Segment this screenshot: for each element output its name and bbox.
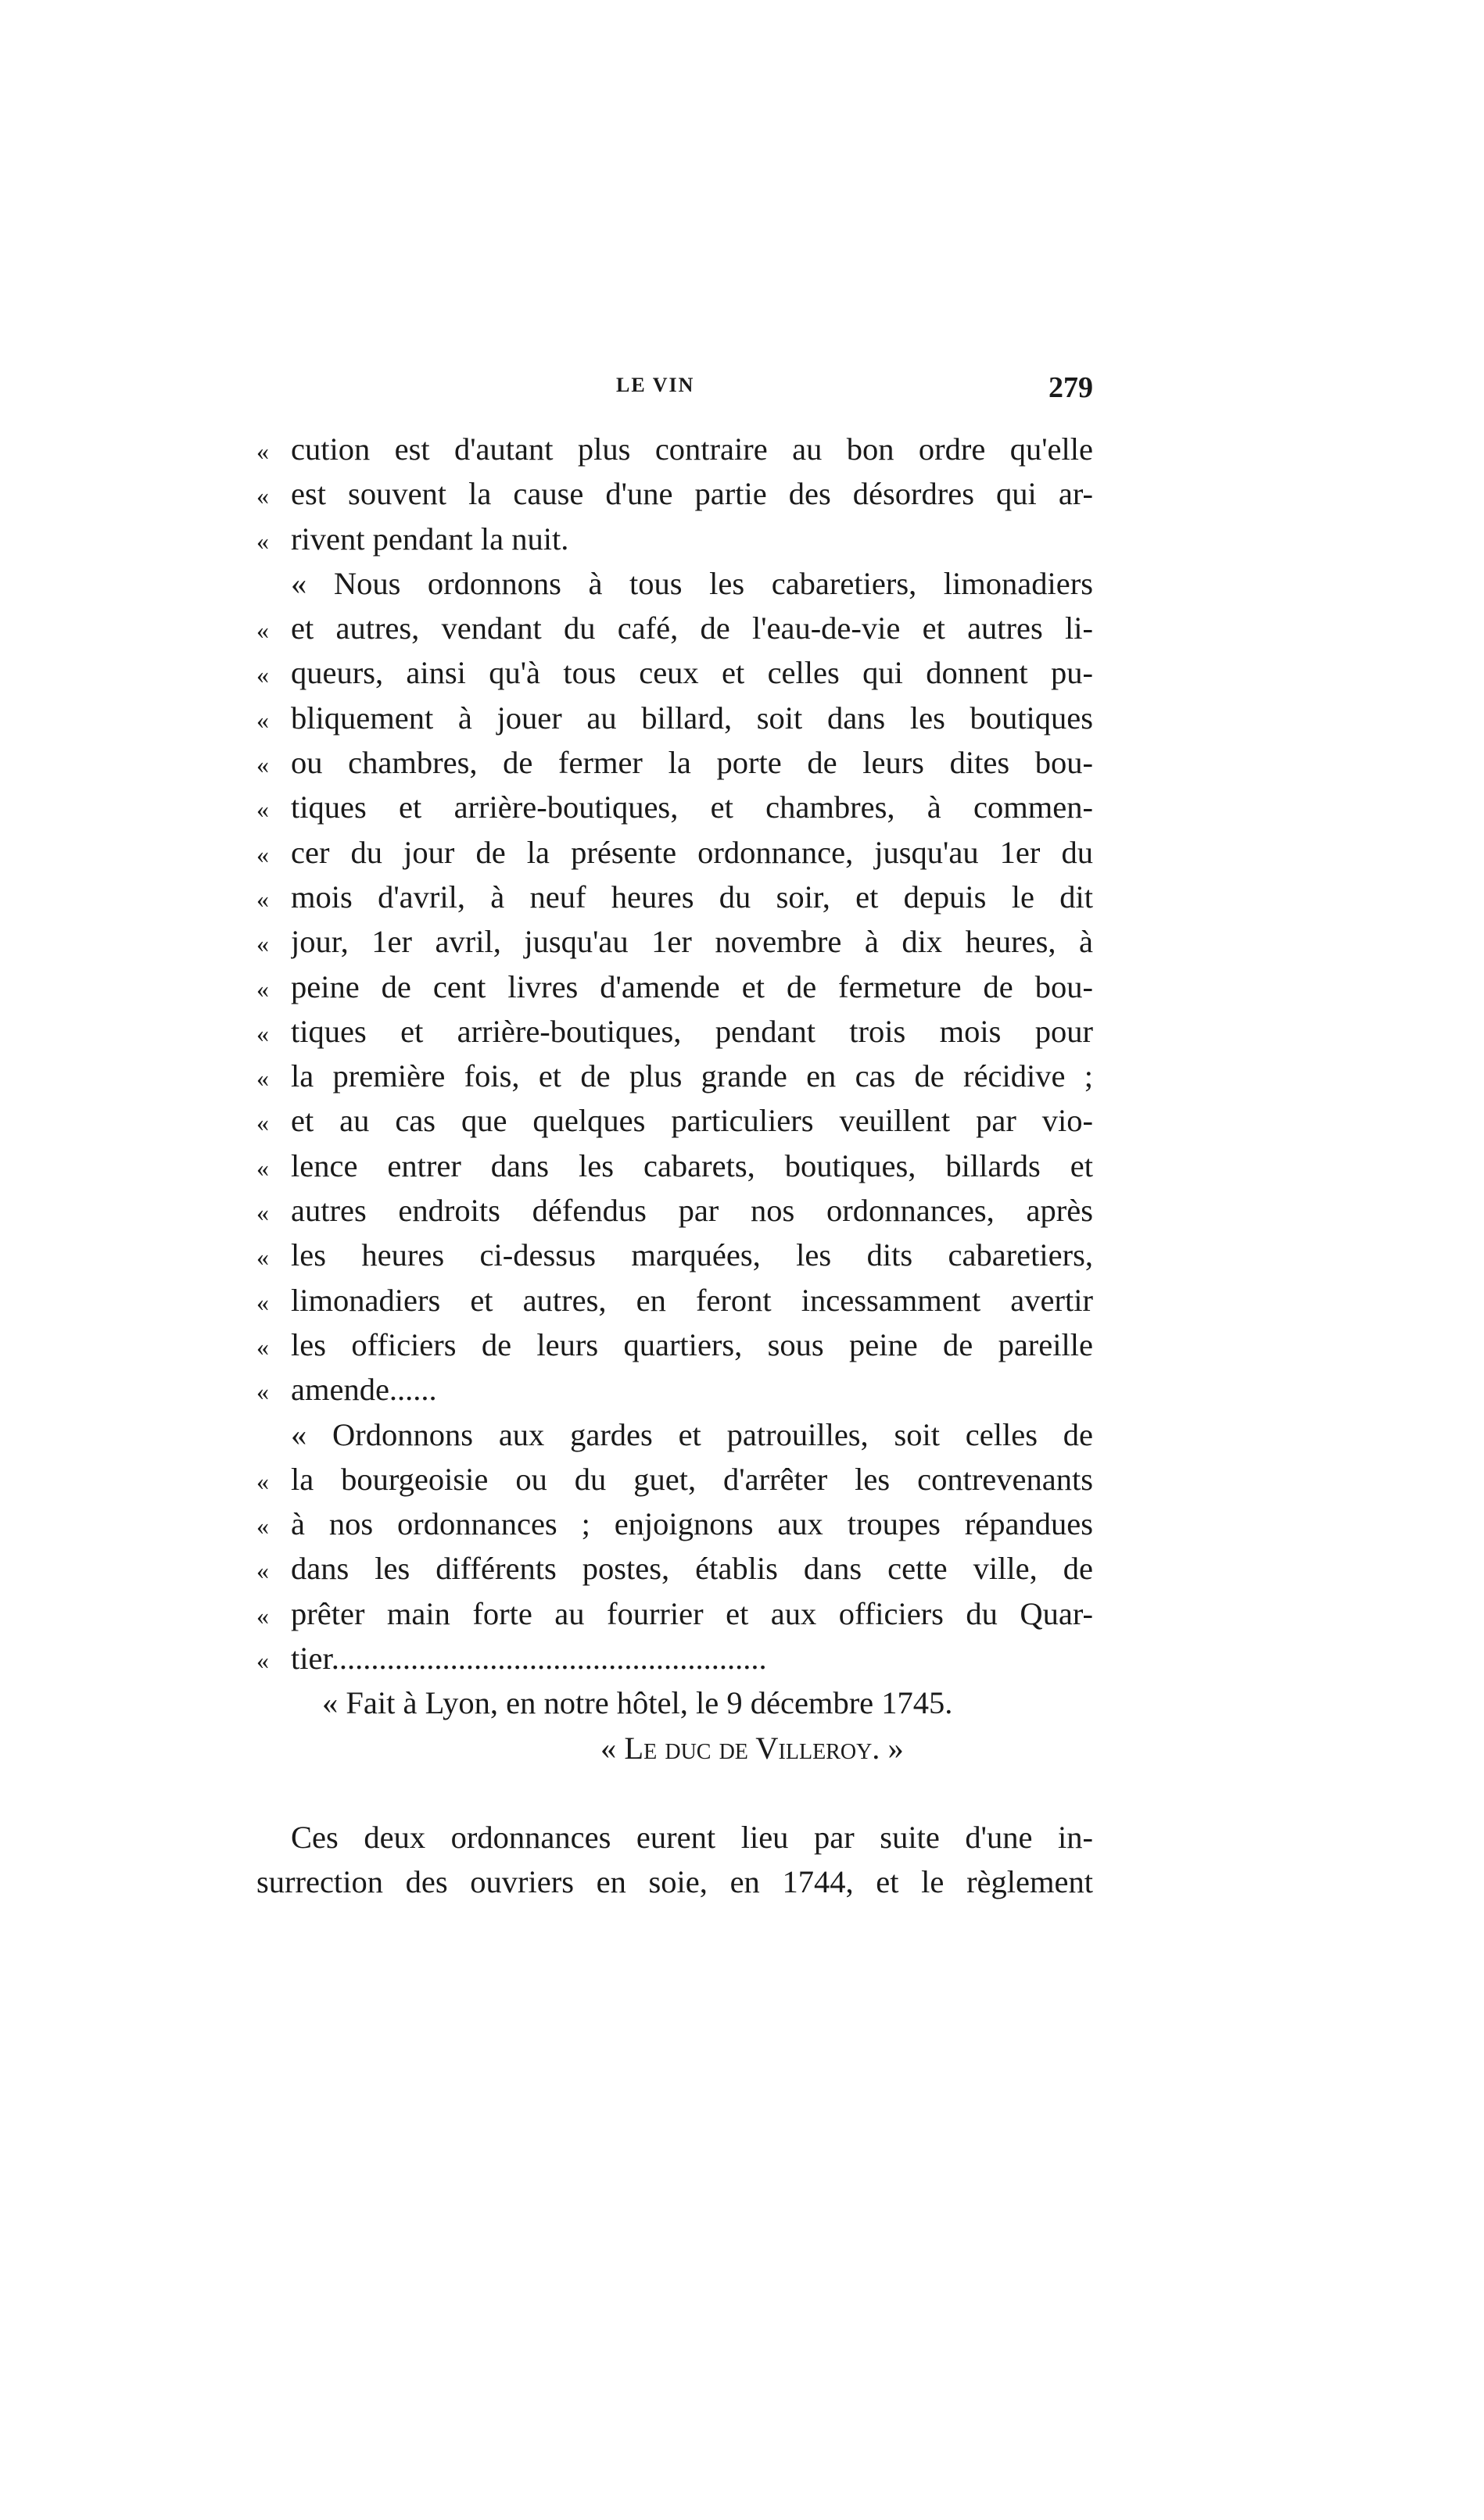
line-text: tiques et arrière-boutiques, pendant trois mois pour bbox=[291, 1013, 1093, 1049]
line-text: rivent pendant la nuit. bbox=[291, 521, 569, 557]
line-text: tier....................................................... bbox=[291, 1641, 767, 1677]
line-text: jour, 1er avril, jusqu'au 1er novembre à dix heures, à bbox=[291, 924, 1093, 960]
text-line bbox=[256, 1457, 1093, 1502]
quote-mark: « bbox=[256, 839, 269, 868]
quote-mark: « bbox=[256, 1601, 269, 1630]
line-text: bliquement à jouer au billard, soit dans les boutiques bbox=[291, 700, 1093, 736]
paragraph-gap bbox=[256, 1770, 1093, 1815]
text-line bbox=[256, 427, 1093, 471]
line-text: et autres, vendant du café, de l'eau-de-vie et autres li- bbox=[291, 610, 1093, 646]
quote-mark: « bbox=[256, 705, 269, 734]
line-text: la bourgeoisie ou du guet, d'arrêter les contrevenants bbox=[291, 1461, 1093, 1497]
quote-mark: « bbox=[256, 1287, 269, 1316]
text-line bbox=[256, 1546, 1093, 1591]
line-text: cution est d'autant plus contraire au bon ordre qu'elle bbox=[291, 431, 1093, 467]
line-text: lence entrer dans les cabarets, boutiques, billards et bbox=[291, 1147, 1093, 1183]
text-line bbox=[256, 696, 1093, 740]
text-line bbox=[256, 1098, 1093, 1143]
quote-mark: « bbox=[256, 1018, 269, 1047]
date-line bbox=[256, 1681, 1093, 1725]
text-line bbox=[256, 1591, 1093, 1636]
text-line bbox=[256, 1054, 1093, 1098]
line-text: « Ordonnons aux gardes et patrouilles, soit celles de bbox=[291, 1416, 1093, 1452]
line-text: queurs, ainsi qu'à tous ceux et celles qui donnent pu- bbox=[291, 655, 1093, 691]
text-line bbox=[256, 561, 1093, 606]
page-header bbox=[256, 370, 1093, 410]
text-line bbox=[256, 1412, 1093, 1457]
quote-mark: « bbox=[256, 750, 269, 779]
text-line bbox=[256, 606, 1093, 650]
quote-mark: « bbox=[256, 526, 269, 555]
text-line bbox=[256, 1367, 1093, 1412]
quote-mark: « bbox=[256, 1556, 269, 1585]
line-text: autres endroits défendus par nos ordonnances, après bbox=[291, 1193, 1093, 1229]
quote-mark: « bbox=[256, 884, 269, 913]
text-line bbox=[256, 471, 1093, 516]
running-title: LE VIN bbox=[616, 374, 695, 396]
signature-text: « Le duc de Villeroy. » bbox=[600, 1730, 904, 1766]
quote-mark: « bbox=[256, 1466, 269, 1495]
text-line bbox=[256, 1502, 1093, 1546]
quote-mark: « bbox=[256, 1512, 269, 1541]
text-line bbox=[256, 1233, 1093, 1277]
text-line bbox=[256, 1636, 1093, 1681]
line-text: à nos ordonnances ; enjoignons aux troupes répandues bbox=[291, 1506, 1093, 1542]
text-line bbox=[256, 1188, 1093, 1233]
line-text: les heures ci-dessus marquées, les dits cabaretiers, bbox=[291, 1237, 1093, 1273]
text-line bbox=[256, 1815, 1093, 1860]
quote-mark: « bbox=[256, 481, 269, 510]
line-text: limonadiers et autres, en feront incessamment avertir bbox=[291, 1282, 1093, 1318]
line-text: Ces deux ordonnances eurent lieu par suite d'une in- bbox=[291, 1819, 1093, 1855]
text-line bbox=[256, 875, 1093, 919]
quote-mark: « bbox=[256, 1198, 269, 1227]
line-text: mois d'avril, à neuf heures du soir, et depuis le dit bbox=[291, 879, 1093, 915]
signature-line bbox=[256, 1726, 1093, 1770]
quote-mark: « bbox=[256, 1108, 269, 1137]
text-line bbox=[256, 1278, 1093, 1323]
text-line bbox=[256, 1009, 1093, 1054]
text-line bbox=[256, 517, 1093, 561]
line-text: et au cas que quelques particuliers veuillent par vio- bbox=[291, 1103, 1093, 1139]
line-text: tiques et arrière-boutiques, et chambres, à commen- bbox=[291, 789, 1093, 825]
text-line bbox=[256, 919, 1093, 964]
line-text: ou chambres, de fermer la porte de leurs dites bou- bbox=[291, 745, 1093, 781]
body-text bbox=[256, 427, 1093, 1905]
line-text: « Fait à Lyon, en notre hôtel, le 9 décembre 1745. bbox=[322, 1685, 953, 1721]
text-line bbox=[256, 1323, 1093, 1367]
quote-mark: « bbox=[256, 1153, 269, 1182]
quote-mark: « bbox=[256, 974, 269, 1003]
text-line bbox=[256, 740, 1093, 785]
line-text: « Nous ordonnons à tous les cabaretiers, limonadiers bbox=[291, 565, 1093, 601]
line-text: la première fois, et de plus grande en cas de récidive ; bbox=[291, 1058, 1093, 1094]
quote-mark: « bbox=[256, 660, 269, 689]
quote-mark: « bbox=[256, 795, 269, 824]
line-text: surrection des ouvriers en soie, en 1744, et le règlement bbox=[256, 1864, 1093, 1900]
line-text: dans les différents postes, établis dans cette ville, de bbox=[291, 1551, 1093, 1587]
quote-mark: « bbox=[256, 1243, 269, 1272]
page-number: 279 bbox=[1048, 371, 1093, 404]
line-text: peine de cent livres d'amende et de fermeture de bou- bbox=[291, 968, 1093, 1004]
quote-mark: « bbox=[256, 616, 269, 645]
line-text: prêter main forte au fourrier et aux officiers du Quar- bbox=[291, 1595, 1093, 1631]
line-text: les officiers de leurs quartiers, sous peine de pareille bbox=[291, 1326, 1093, 1362]
text-line bbox=[256, 785, 1093, 829]
line-text: cer du jour de la présente ordonnance, jusqu'au 1er du bbox=[291, 834, 1093, 870]
quote-mark: « bbox=[256, 1377, 269, 1406]
quote-mark: « bbox=[256, 437, 269, 465]
text-line bbox=[256, 965, 1093, 1009]
line-text: est souvent la cause d'une partie des désordres qui ar- bbox=[291, 476, 1093, 512]
quote-mark: « bbox=[256, 1646, 269, 1675]
text-line bbox=[256, 1860, 1093, 1904]
quote-mark: « bbox=[256, 1064, 269, 1093]
text-line bbox=[256, 650, 1093, 695]
line-text: amende...... bbox=[291, 1372, 437, 1408]
text-line bbox=[256, 1144, 1093, 1188]
quote-mark: « bbox=[256, 1332, 269, 1361]
quote-mark: « bbox=[256, 929, 269, 958]
text-line bbox=[256, 830, 1093, 875]
